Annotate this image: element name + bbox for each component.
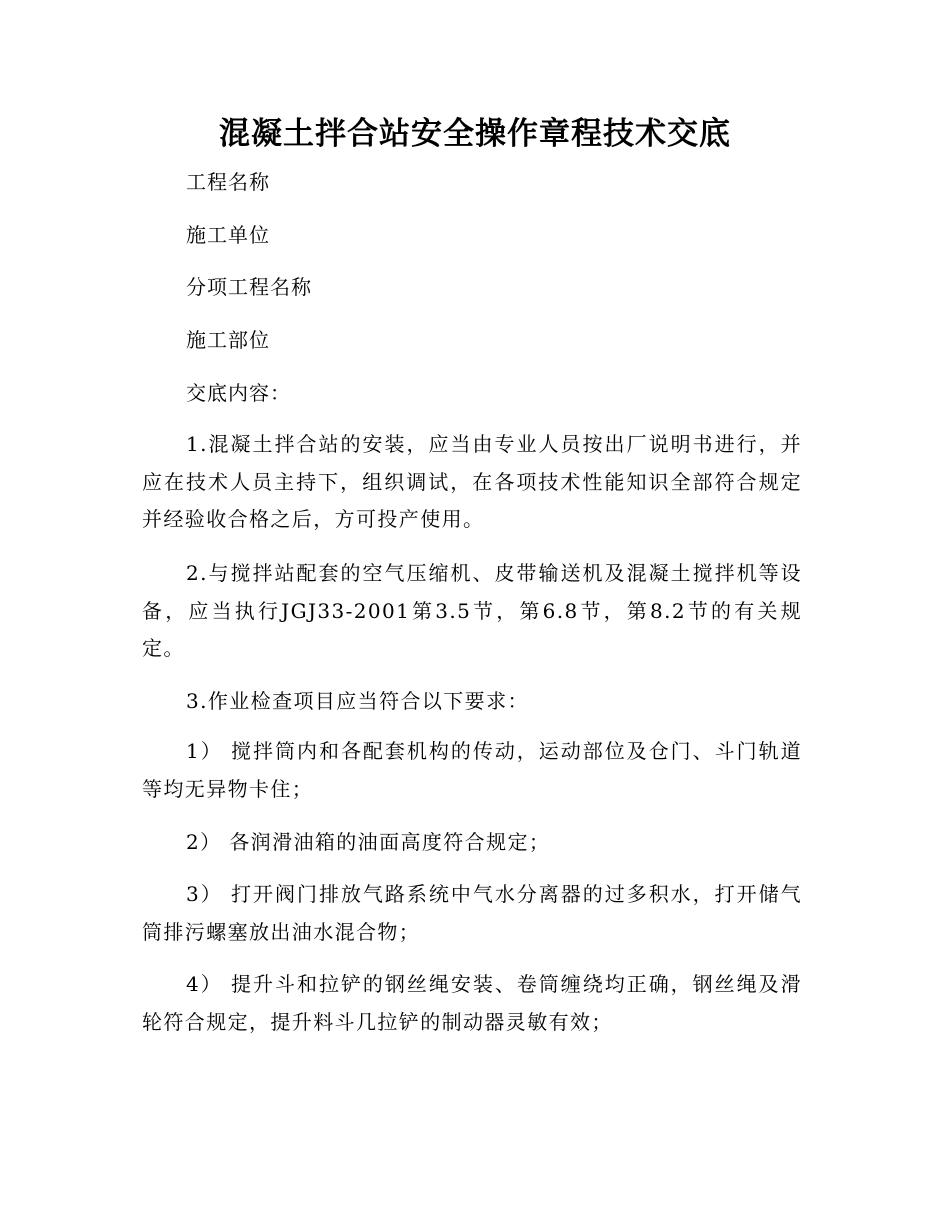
list-item-mixing-drum: 1） 搅拌筒内和各配套机构的传动，运动部位及仓门、斗门轨道等均无异物卡住； [142,739,802,801]
paragraph-equipment: 2.与搅拌站配套的空气压缩机、皮带输送机及混凝土搅拌机等设备，应当执行JGJ33-2001第3.5节，第6.8节，第8.2节的有关规定。 [142,561,802,660]
field-briefing-content: 交底内容： [186,381,291,405]
list-item-air-system: 3） 打开阀门排放气路系统中气水分离器的过多积水，打开储气筒排污螺塞放出油水混合物； [142,882,802,944]
field-construction-unit: 施工单位 [186,223,270,247]
paragraph-installation: 1.混凝土拌合站的安装，应当由专业人员按出厂说明书进行，并应在技术人员主持下，组织调试，在各项技术性能知识全部符合规定并经验收合格之后，方可投产使用。 [142,432,802,531]
field-project-name: 工程名称 [186,170,270,194]
list-item-lubrication: 2） 各润滑油箱的油面高度符合规定； [186,830,551,854]
document-title: 混凝土拌合站安全操作章程技术交底 [219,116,731,152]
field-subproject-name: 分项工程名称 [186,275,312,299]
paragraph-inspection-heading: 3.作业检查项目应当符合以下要求： [186,689,529,713]
list-item-wire-rope: 4） 提升斗和拉铲的钢丝绳安装、卷筒缠绕均正确，钢丝绳及滑轮符合规定，提升料斗几拉铲的制动器灵敏有效； [142,972,802,1034]
field-construction-location: 施工部位 [186,328,270,352]
